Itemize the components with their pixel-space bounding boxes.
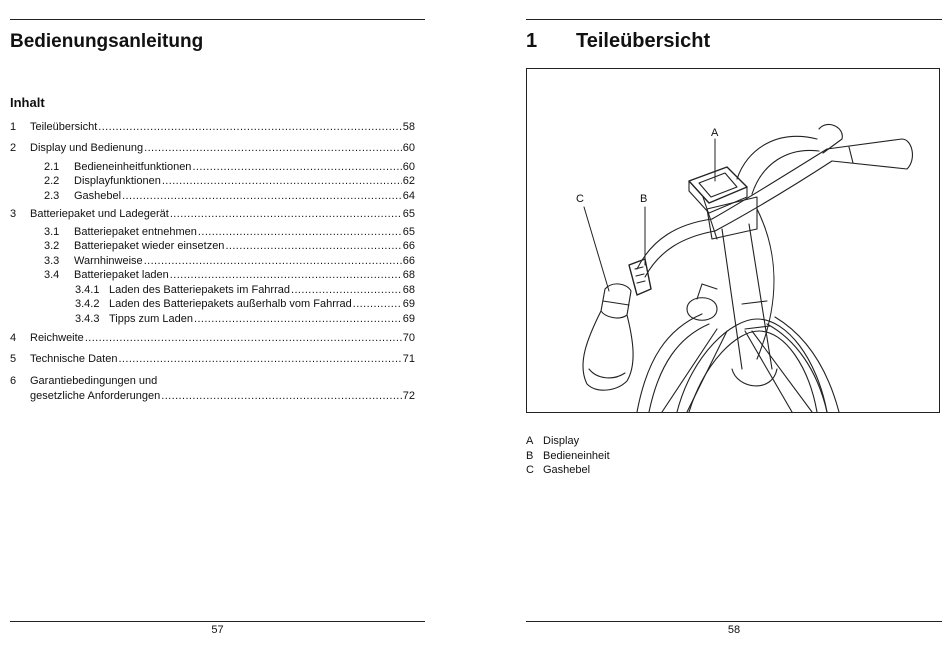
page-number: 58 — [727, 624, 741, 636]
toc-entry-3-4-2[interactable]: 3.4.2 Laden des Batteriepakets außerhalb vom Fahrrad ..... 69 — [75, 298, 415, 311]
chapter-title — [526, 30, 710, 53]
toc-entry-2-2[interactable]: 2.2 Displayfunktionen ..... 62 — [44, 175, 415, 188]
toc-entry-5[interactable]: 5 Technische Daten ..... 71 — [10, 353, 415, 366]
figure-label-a: A — [711, 127, 719, 139]
figure-label-c: C — [576, 193, 584, 205]
toc-entry-2-1[interactable]: 2.1 Bedieneinheitfunktionen ..... 60 — [44, 161, 415, 174]
toc-entry-3-4[interactable]: 3.4 Batteriepaket laden ..... 68 — [44, 269, 415, 282]
top-rule — [526, 19, 942, 20]
bottom-rule — [526, 621, 942, 622]
parts-overview-figure — [526, 68, 940, 413]
page-number: 57 — [211, 624, 224, 636]
toc-entry-2-3[interactable]: 2.3 Gashebel ..... 64 — [44, 190, 415, 203]
manual-title: Bedienungsanleitung — [10, 31, 204, 52]
right-page — [526, 0, 942, 651]
toc-entry-3-4-3[interactable]: 3.4.3 Tipps zum Laden ..... 69 — [75, 313, 415, 326]
bottom-rule — [10, 621, 425, 622]
figure-legend — [526, 434, 610, 478]
legend-item: A Display — [526, 435, 580, 447]
legend-item: C Gashebel — [526, 464, 591, 476]
left-page — [10, 0, 425, 651]
toc-entry-2[interactable]: 2 Display und Bedienung ..... 60 — [10, 142, 415, 155]
toc-entry-3-3[interactable]: 3.3 Warnhinweise ..... 66 — [44, 255, 415, 268]
toc-entry-3-2[interactable]: 3.2 Batteriepaket wieder einsetzen ..... 66 — [44, 240, 415, 253]
toc-entry-6[interactable]: gesetzliche Anforderungen ..... 72 — [30, 390, 415, 403]
toc-entry-3-4-1[interactable]: 3.4.1 Laden des Batteriepakets im Fahrrad ..... 68 — [75, 284, 415, 297]
toc-entry-3[interactable]: 3 Batteriepaket und Ladegerät ..... 65 — [10, 208, 415, 221]
legend-item: B Bedieneinheit — [526, 449, 610, 462]
toc-entry-1[interactable]: 1 Teileübersicht ..... 58 — [10, 121, 415, 134]
top-rule — [10, 19, 425, 20]
chapter-number: 1 — [526, 30, 538, 52]
figure-label-b: B — [640, 193, 648, 205]
chapter-title-text: Teileübersicht — [576, 30, 711, 52]
handlebar-illustration — [527, 69, 939, 412]
toc-entry-3-1[interactable]: 3.1 Batteriepaket entnehmen ..... 65 — [44, 226, 415, 239]
toc-entry-4[interactable]: 4 Reichweite ..... 70 — [10, 332, 415, 345]
toc-entry-6-line1[interactable]: 6 Garantiebedingungen und — [10, 375, 158, 387]
toc-heading: Inhalt — [10, 95, 45, 110]
